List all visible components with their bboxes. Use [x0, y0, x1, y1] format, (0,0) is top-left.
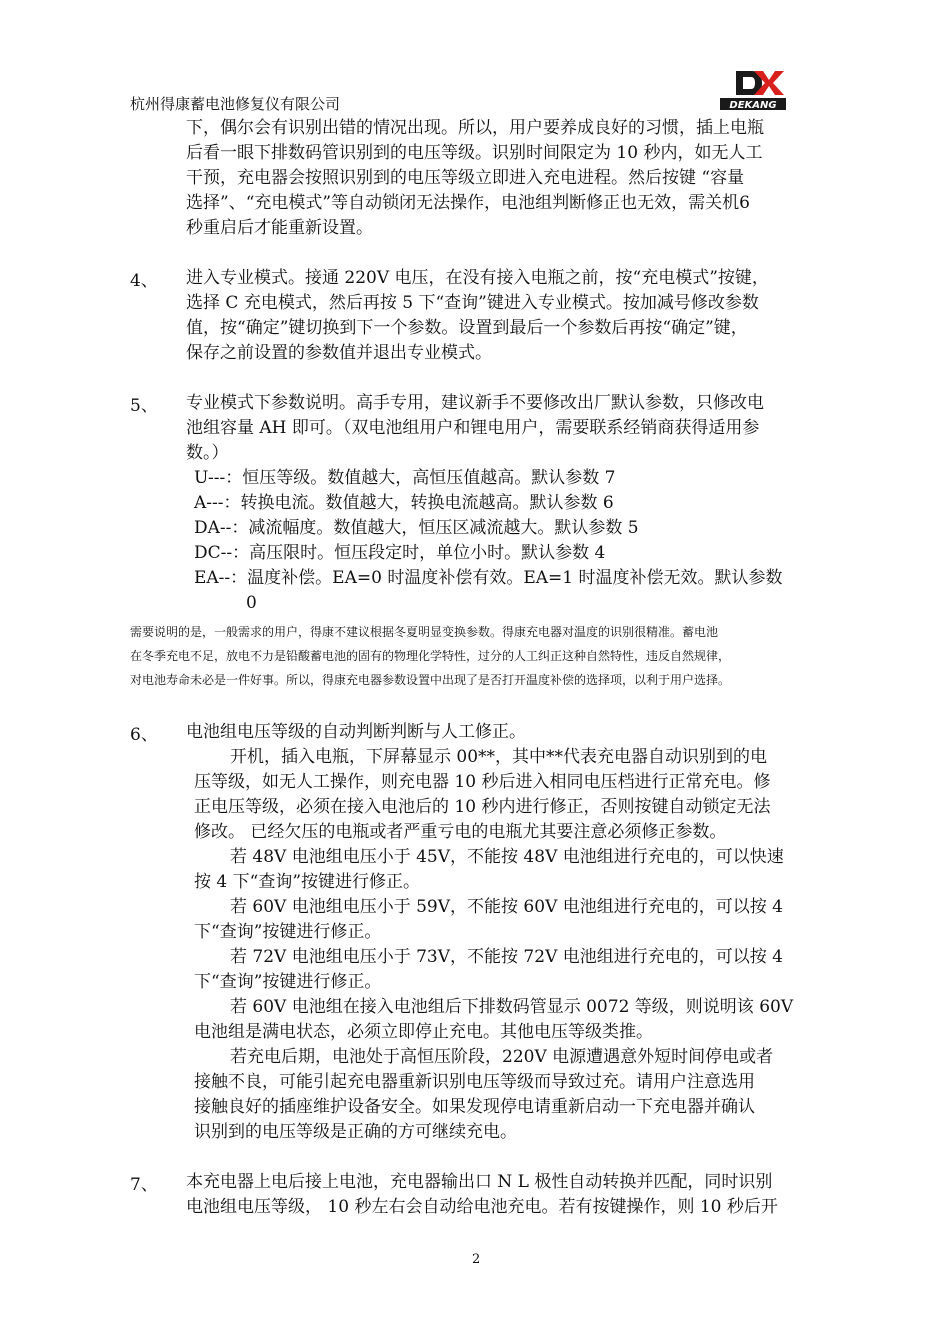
section-6-line: 若 48V 电池组电压小于 45V，不能按 48V 电池组进行充电的，可以快速 — [230, 847, 784, 867]
param-line: DC--：高压限时。恒压段定时，单位小时。默认参数 4 — [194, 543, 606, 563]
dekang-logo — [716, 68, 790, 112]
company-header: 杭州得康蓄电池修复仪有限公司 — [130, 95, 341, 113]
section-6-line: 若 60V 电池组在接入电池组后下排数码管显示 0072 等级，则说明该 60V — [230, 997, 794, 1017]
section-6-line: 接触良好的插座维护设备安全。如果发现停电请重新启动一下充电器并确认 — [194, 1097, 755, 1117]
param-line: 0 — [246, 593, 257, 613]
section-6-line: 修改。 已经欠压的电瓶或者严重亏电的电瓶尤其要注意必须修正参数。 — [194, 822, 727, 842]
section-4-line: 值，按“确定”键切换到下一个参数。设置到最后一个参数后再按“确定”键， — [186, 318, 748, 338]
section-6-line: 正电压等级，必须在接入电池后的 10 秒内进行修正，否则按键自动锁定无法 — [194, 797, 771, 817]
section-6-line: 若 72V 电池组电压小于 73V，不能按 72V 电池组进行充电的，可以按 4 — [230, 947, 783, 967]
section-6-line: 下“查询”按键进行修正。 — [194, 922, 382, 942]
section-4-line: 保存之前设置的参数值并退出专业模式。 — [186, 343, 492, 363]
section-7-number: 7、 — [130, 1175, 158, 1195]
section-5-line: 专业模式下参数说明。高手专用，建议新手不要修改出厂默认参数，只修改电 — [186, 393, 764, 413]
section-5-number: 5、 — [130, 396, 158, 416]
param-line: U---：恒压等级。数值越大，高恒压值越高。默认参数 7 — [194, 468, 616, 488]
section-7-line: 电池组电压等级， 10 秒左右会自动给电池充电。若有按键操作，则 10 秒后开 — [186, 1197, 778, 1217]
section-4-line: 进入专业模式。接通 220V 电压，在没有接入电瓶之前，按“充电模式”按键， — [186, 268, 769, 288]
section-6-line: 开机，插入电瓶，下屏幕显示 00**，其中**代表充电器自动识别到的电 — [230, 747, 768, 767]
section-4-number: 4、 — [130, 271, 158, 291]
param-line: A---：转换电流。数值越大，转换电流越高。默认参数 6 — [194, 493, 614, 513]
intro-line: 干预，充电器会按照识别到的电压等级立即进入充电进程。然后按键 “容量 — [186, 168, 745, 188]
section-6-line: 电池组是满电状态，必须立即停止充电。其他电压等级类推。 — [194, 1022, 653, 1042]
param-line: DA--：减流幅度。数值越大，恒压区减流越大。默认参数 5 — [194, 518, 639, 538]
section-6-line: 若 60V 电池组电压小于 59V，不能按 60V 电池组进行充电的，可以按 4 — [230, 897, 783, 917]
section-6-line: 按 4 下“查询”按键进行修正。 — [194, 872, 421, 892]
section-5-line: 数。） — [186, 443, 229, 463]
intro-line: 下，偶尔会有识别出错的情况出现。所以，用户要养成良好的习惯，插上电瓶 — [186, 118, 764, 138]
intro-line: 选择”、“充电模式”等自动锁闭无法操作，电池组判断修正也无效，需关机6 — [186, 193, 750, 213]
note-line: 需要说明的是，一般需求的用户，得康不建议根据冬夏明显变换参数。得康充电器对温度的识别很精准。蓄电池 — [130, 625, 719, 639]
section-7-line: 本充电器上电后接上电池，充电器输出口 N L 极性自动转换并匹配，同时识别 — [186, 1172, 773, 1192]
section-6-title: 电池组电压等级的自动判断判断与人工修正。 — [186, 722, 526, 742]
logo-wordmark: DEKANG — [729, 100, 777, 111]
note-line: 在冬季充电不足，放电不力是铅酸蓄电池的固有的物理化学特性，过分的人工纠正这种自然特性，违反自然规律， — [130, 649, 731, 663]
note-line: 对电池寿命未必是一件好事。所以，得康充电器参数设置中出现了是否打开温度补偿的选择项，以利于用户选择。 — [130, 673, 731, 687]
section-5-line: 池组容量 AH 即可。（双电池组用户和锂电用户，需要联系经销商获得适用参 — [186, 418, 760, 438]
param-line: EA--：温度补偿。EA=0 时温度补偿有效。EA=1 时温度补偿无效。默认参数 — [194, 568, 783, 588]
intro-line: 后看一眼下排数码管识别到的电压等级。识别时间限定为 10 秒内，如无人工 — [186, 143, 763, 163]
section-6-number: 6、 — [130, 725, 158, 745]
section-6-line: 若充电后期，电池处于高恒压阶段，220V 电源遭遇意外短时间停电或者 — [230, 1047, 774, 1067]
section-6-line: 识别到的电压等级是正确的方可继续充电。 — [194, 1122, 517, 1142]
section-6-line: 压等级，如无人工操作，则充电器 10 秒后进入相同电压档进行正常充电。修 — [194, 772, 771, 792]
page-number: 2 — [472, 1252, 481, 1267]
section-6-line: 接触不良，可能引起充电器重新识别电压等级而导致过充。请用户注意选用 — [194, 1072, 755, 1092]
section-6-line: 下“查询”按键进行修正。 — [194, 972, 382, 992]
section-4-line: 选择 C 充电模式，然后再按 5 下“查询”键进入专业模式。按加减号修改参数 — [186, 293, 759, 313]
intro-line: 秒重启后才能重新设置。 — [186, 218, 373, 238]
